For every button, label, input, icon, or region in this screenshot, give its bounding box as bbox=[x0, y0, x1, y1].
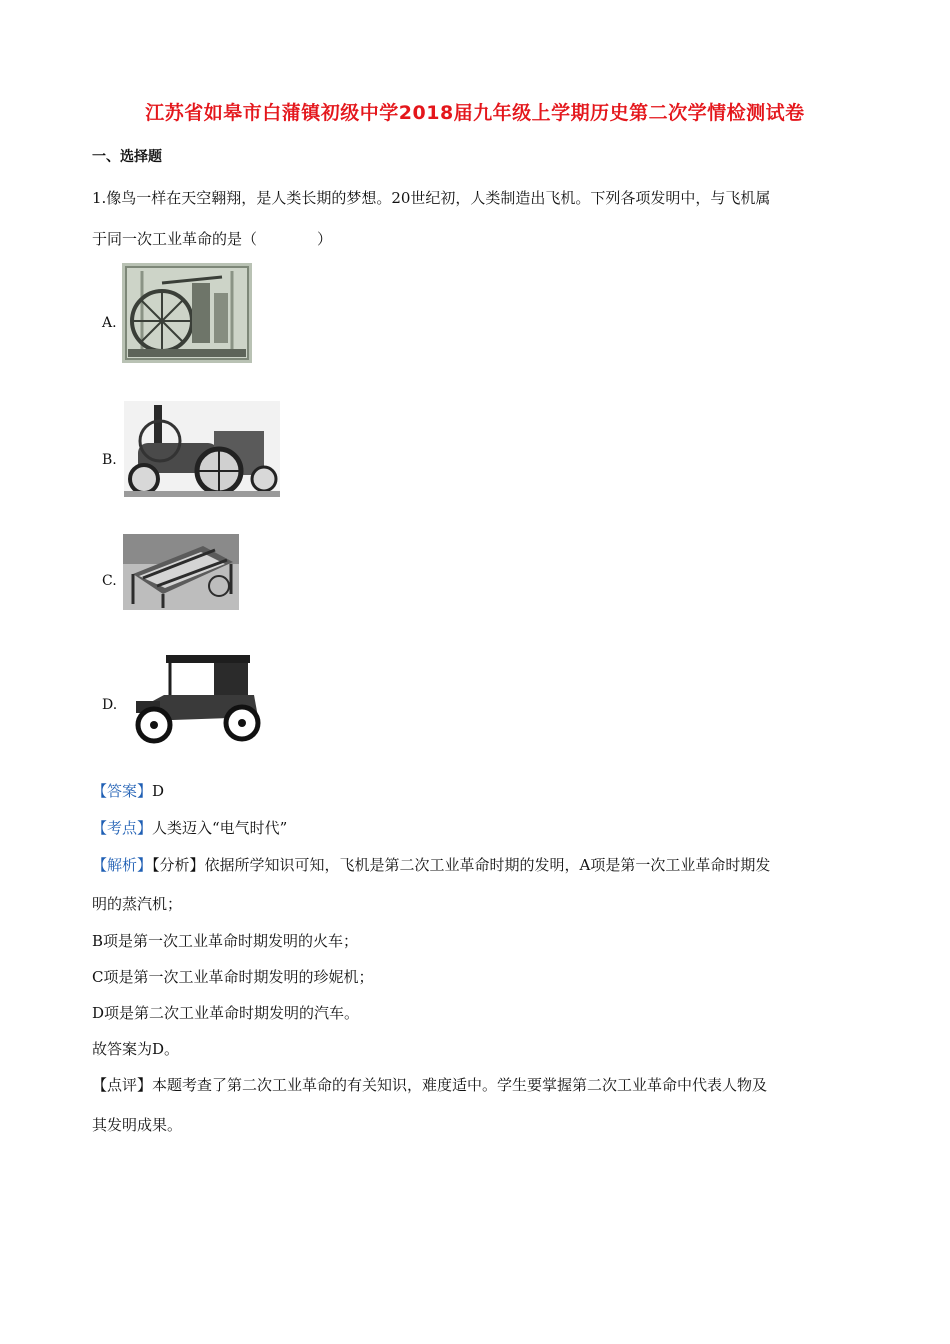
analysis-text-line3: B项是第一次工业革命时期发明的火车； bbox=[92, 932, 359, 950]
analysis-tag: 【解析】 bbox=[92, 856, 153, 874]
analysis-text-line6: 故答案为D。 bbox=[92, 1040, 180, 1058]
answer-value: D bbox=[152, 782, 165, 800]
spinning-jenny-image bbox=[123, 534, 239, 610]
answer-line bbox=[92, 780, 164, 801]
question-text-line1: 1.像鸟一样在天空翱翔，是人类长期的梦想。20世纪初，人类制造出飞机。下列各项发明中，与飞机属 bbox=[92, 189, 771, 207]
comment-line2: 其发明成果。 bbox=[92, 1116, 183, 1134]
question-stem: 于同一次工业革命的是（ bbox=[92, 230, 258, 248]
option-c-label: C. bbox=[102, 573, 117, 589]
question-text-line2 bbox=[92, 228, 332, 249]
comment-line1: 【点评】本题考查了第二次工业革命的有关知识，难度适中。学生要掌握第二次工业革命中代表人物及 bbox=[92, 1076, 768, 1094]
option-b-label: B. bbox=[102, 452, 117, 468]
point-tag: 【考点】 bbox=[92, 819, 153, 837]
analysis-text-line5: D项是第二次工业革命时期发明的汽车。 bbox=[92, 1004, 360, 1022]
question-paren-close: ） bbox=[317, 230, 333, 248]
analysis-text-line1: 【分析】依据所学知识可知，飞机是第二次工业革命时期的发明，A项是第一次工业革命时期发 bbox=[152, 856, 771, 874]
locomotive-image bbox=[124, 401, 280, 497]
answer-tag: 【答案】 bbox=[92, 782, 153, 800]
section-heading: 一、选择题 bbox=[92, 149, 162, 165]
automobile-image bbox=[124, 651, 264, 747]
analysis-text-line4: C项是第一次工业革命时期发明的珍妮机； bbox=[92, 968, 374, 986]
steam-engine-image bbox=[122, 263, 252, 363]
point-line bbox=[92, 817, 287, 838]
option-a-label: A. bbox=[102, 315, 117, 331]
point-value: 人类迈入“电气时代” bbox=[152, 819, 288, 837]
option-d-label: D. bbox=[102, 697, 118, 713]
analysis-line1 bbox=[92, 854, 770, 875]
page-title: 江苏省如皋市白蒲镇初级中学2018届九年级上学期历史第二次学情检测试卷 bbox=[145, 102, 805, 124]
analysis-text-line2: 明的蒸汽机； bbox=[92, 895, 183, 913]
